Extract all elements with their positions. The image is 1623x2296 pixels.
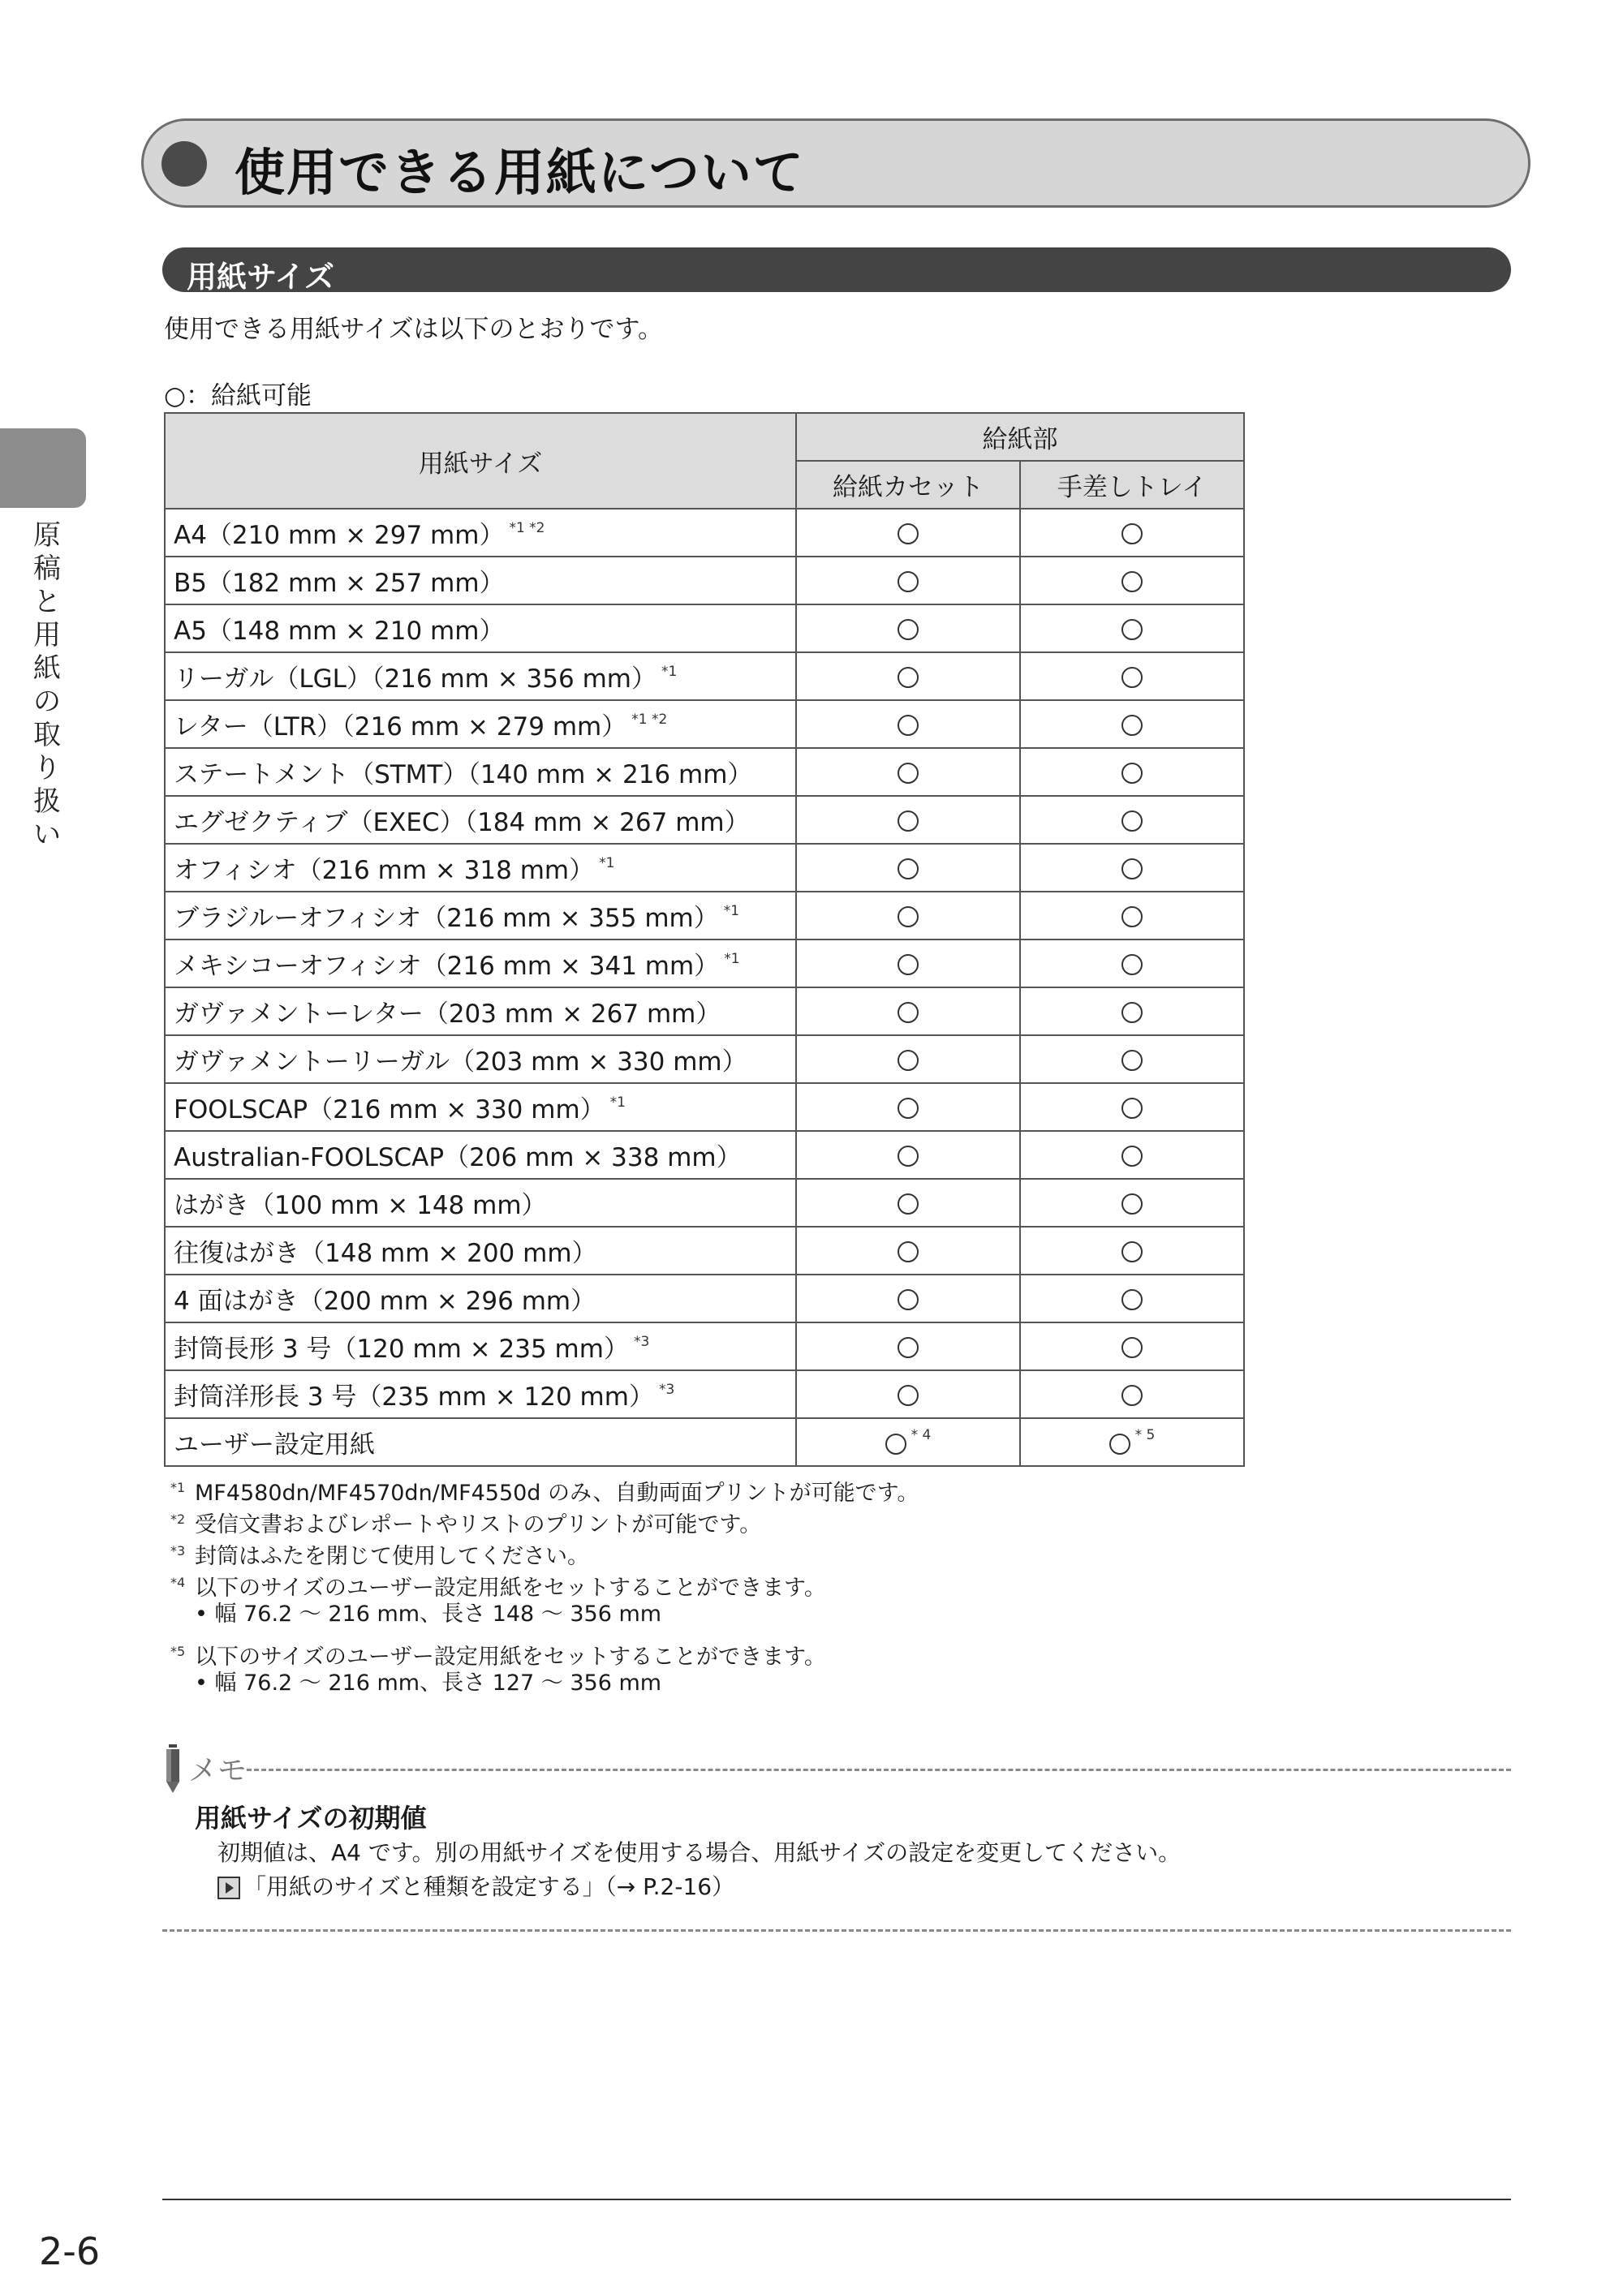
available-circle-icon [1121, 906, 1143, 927]
available-circle-icon [898, 667, 919, 688]
chapter-label: 原稿と用紙の取り扱い [33, 519, 61, 851]
bullet-circle-icon [161, 141, 207, 187]
available-circle-icon [1121, 1193, 1143, 1215]
paper-size-label: リーガル（LGL）（216 mm × 356 mm） [174, 664, 657, 694]
paper-size-cell [165, 748, 796, 796]
cassette-availability-cell [796, 557, 1020, 604]
table-row [165, 1418, 1244, 1466]
paper-size-label: オフィシオ（216 mm × 318 mm） [174, 856, 595, 885]
page-title: 使用できる用紙について [235, 143, 805, 202]
paper-size-label: B5（182 mm × 257 mm） [174, 569, 505, 598]
footnote-mark: *1 [170, 1480, 186, 1495]
available-circle-icon [898, 523, 919, 544]
footnote-text: 以下のサイズのユーザー設定用紙をセットすることができます。 [195, 1645, 826, 1670]
footnote-ref: *1 [661, 664, 678, 680]
available-circle-icon [1121, 1289, 1143, 1310]
header-paper-size: 用紙サイズ [165, 413, 796, 509]
paper-size-cell [165, 604, 796, 652]
pencil-icon [164, 1744, 182, 1793]
paper-size-label: A5（148 mm × 210 mm） [174, 617, 505, 646]
available-circle-icon [898, 763, 919, 784]
paper-size-label: 往復はがき（148 mm × 200 mm） [174, 1239, 597, 1268]
memo-link-text[interactable]: 「用紙のサイズと種類を設定する」（→ P.2-16） [243, 1873, 735, 1900]
available-circle-icon [1121, 1241, 1143, 1262]
cassette-availability-cell [796, 844, 1020, 892]
table-row [165, 652, 1244, 700]
cassette-availability-cell [796, 1083, 1020, 1131]
cassette-availability-cell [796, 1227, 1020, 1275]
footer-rule [162, 2199, 1511, 2200]
available-circle-icon [1121, 667, 1143, 688]
paper-size-table [164, 412, 1245, 1467]
manual-availability-cell [1020, 1370, 1244, 1418]
manual-availability-cell [1020, 1418, 1244, 1466]
footnote-text: 以下のサイズのユーザー設定用紙をセットすることができます。 [195, 1576, 826, 1601]
cassette-availability-cell [796, 748, 1020, 796]
cassette-availability-cell [796, 892, 1020, 939]
manual-availability-cell [1020, 1322, 1244, 1370]
footnote-ref: * 4 [911, 1427, 932, 1443]
paper-size-cell [165, 892, 796, 939]
manual-availability-cell [1020, 796, 1244, 844]
available-circle-icon [898, 715, 919, 736]
paper-size-cell [165, 700, 796, 748]
cassette-availability-cell [796, 652, 1020, 700]
available-circle-icon [1121, 810, 1143, 832]
footnote-mark: *5 [170, 1644, 186, 1659]
paper-size-label: エグゼクティブ（EXEC）（184 mm × 267 mm） [174, 808, 750, 837]
manual-availability-cell [1020, 700, 1244, 748]
cassette-availability-cell [796, 1131, 1020, 1179]
manual-availability-cell [1020, 1179, 1244, 1227]
page-number: 2-6 [39, 2229, 101, 2273]
memo-heading: 用紙サイズの初期値 [195, 1803, 427, 1834]
available-circle-icon [1121, 571, 1143, 592]
footnote-text: 受信文書およびレポートやリストのプリントが可能です。 [195, 1512, 762, 1537]
available-circle-icon [898, 810, 919, 832]
available-circle-icon [898, 1146, 919, 1167]
paper-size-label: 封筒洋形長 3 号（235 mm × 120 mm） [174, 1382, 654, 1412]
manual-availability-cell [1020, 748, 1244, 796]
table-row [165, 1275, 1244, 1322]
cassette-availability-cell [796, 1179, 1020, 1227]
memo-link-row[interactable] [217, 1869, 734, 1902]
footnote-ref: *3 [658, 1382, 675, 1398]
manual-availability-cell [1020, 987, 1244, 1035]
manual-availability-cell [1020, 939, 1244, 987]
footnote-mark: *3 [170, 1543, 186, 1559]
available-circle-icon [1121, 619, 1143, 640]
paper-size-label: ステートメント（STMT）（140 mm × 216 mm） [174, 760, 753, 789]
paper-size-cell [165, 987, 796, 1035]
footnote-ref: *1 *2 [631, 712, 668, 728]
available-circle-icon [1121, 1385, 1143, 1406]
title-banner [141, 118, 1530, 208]
paper-size-label: ガヴァメントーリーガル（203 mm × 330 mm） [174, 1047, 747, 1077]
footnote-item [170, 1507, 919, 1538]
header-cassette: 給紙カセット [796, 461, 1020, 509]
footnote-ref: *1 [723, 903, 740, 919]
paper-size-cell [165, 1179, 796, 1227]
manual-availability-cell [1020, 1275, 1244, 1322]
available-circle-icon [1121, 1098, 1143, 1119]
manual-availability-cell [1020, 1083, 1244, 1131]
table-row [165, 1035, 1244, 1083]
available-circle-icon [1109, 1434, 1130, 1455]
available-circle-icon [898, 571, 919, 592]
header-feed-source: 給紙部 [796, 413, 1244, 461]
paper-size-label: A4（210 mm × 297 mm） [174, 521, 505, 550]
footnote-item [170, 1475, 919, 1507]
footnote-item [170, 1538, 919, 1570]
footnote-ref: *1 [609, 1094, 626, 1111]
cassette-availability-cell [796, 1370, 1020, 1418]
paper-size-label: ブラジルーオフィシオ（216 mm × 355 mm） [174, 904, 719, 933]
table-row [165, 700, 1244, 748]
paper-size-cell [165, 1322, 796, 1370]
paper-size-cell [165, 1418, 796, 1466]
footnote-detail: • 幅 76.2 ～ 216 mm、長さ 148 ～ 356 mm [195, 1602, 662, 1627]
paper-size-label: Australian-FOOLSCAP（206 mm × 338 mm） [174, 1143, 742, 1172]
manual-availability-cell [1020, 1227, 1244, 1275]
memo-body: 初期値は、A4 です。別の用紙サイズを使用する場合、用紙サイズの設定を変更してください。 [217, 1839, 1182, 1866]
paper-size-cell [165, 1275, 796, 1322]
table-row [165, 1227, 1244, 1275]
paper-size-cell [165, 557, 796, 604]
available-circle-icon [898, 1050, 919, 1071]
footnote-item [170, 1570, 919, 1602]
cassette-availability-cell [796, 1275, 1020, 1322]
cassette-availability-cell [796, 700, 1020, 748]
memo-divider-top [247, 1769, 1511, 1771]
legend-text: ○：給紙可能 [164, 381, 312, 411]
paper-size-label: 封筒長形 3 号（120 mm × 235 mm） [174, 1335, 629, 1364]
available-circle-icon [898, 1241, 919, 1262]
cassette-availability-cell [796, 1322, 1020, 1370]
table-row [165, 987, 1244, 1035]
available-circle-icon [885, 1434, 906, 1455]
available-circle-icon [1121, 954, 1143, 975]
footnote-mark: *4 [170, 1575, 186, 1590]
cassette-availability-cell [796, 604, 1020, 652]
cassette-availability-cell [796, 987, 1020, 1035]
table-row [165, 509, 1244, 557]
paper-size-cell [165, 844, 796, 892]
table-row [165, 892, 1244, 939]
footnote-ref: *1 [724, 951, 740, 967]
available-circle-icon [898, 1002, 919, 1023]
paper-size-cell [165, 1083, 796, 1131]
footnote-ref: *1 *2 [509, 520, 545, 536]
paper-size-label: はがき（100 mm × 148 mm） [174, 1191, 547, 1220]
manual-availability-cell [1020, 557, 1244, 604]
arrow-right-icon [217, 1877, 240, 1899]
available-circle-icon [1121, 1050, 1143, 1071]
paper-size-label: 4 面はがき（200 mm × 296 mm） [174, 1287, 596, 1316]
available-circle-icon [898, 1385, 919, 1406]
available-circle-icon [898, 1289, 919, 1310]
cassette-availability-cell [796, 796, 1020, 844]
paper-size-label: FOOLSCAP（216 mm × 330 mm） [174, 1095, 605, 1124]
footnote-mark: *2 [170, 1511, 186, 1527]
paper-size-label: メキシコーオフィシオ（216 mm × 341 mm） [174, 952, 720, 981]
footnote-detail: • 幅 76.2 ～ 216 mm、長さ 127 ～ 356 mm [195, 1670, 662, 1696]
available-circle-icon [898, 858, 919, 879]
table-row [165, 557, 1244, 604]
footnote-ref: * 5 [1134, 1427, 1156, 1443]
paper-size-cell [165, 939, 796, 987]
manual-availability-cell [1020, 652, 1244, 700]
table-row [165, 1083, 1244, 1131]
table-row [165, 748, 1244, 796]
footnote-ref: *3 [633, 1334, 650, 1350]
available-circle-icon [1121, 763, 1143, 784]
cassette-availability-cell [796, 939, 1020, 987]
manual-availability-cell [1020, 1035, 1244, 1083]
manual-availability-cell [1020, 892, 1244, 939]
available-circle-icon [1121, 1146, 1143, 1167]
available-circle-icon [898, 906, 919, 927]
manual-availability-cell [1020, 1131, 1244, 1179]
paper-size-cell [165, 1370, 796, 1418]
table-row [165, 1322, 1244, 1370]
cassette-availability-cell [796, 509, 1020, 557]
available-circle-icon [1121, 858, 1143, 879]
paper-size-cell [165, 796, 796, 844]
available-circle-icon [898, 1337, 919, 1358]
paper-size-label: ユーザー設定用紙 [174, 1430, 375, 1460]
paper-size-cell [165, 509, 796, 557]
footnote-item [170, 1639, 919, 1670]
manual-availability-cell [1020, 604, 1244, 652]
table-row [165, 1179, 1244, 1227]
memo-divider-bottom [162, 1929, 1511, 1932]
table-row [165, 844, 1244, 892]
available-circle-icon [1121, 1002, 1143, 1023]
memo-label: メモ [188, 1754, 248, 1787]
table-row [165, 1131, 1244, 1179]
paper-size-label: ガヴァメントーレター（203 mm × 267 mm） [174, 1000, 721, 1029]
footnote-text: 封筒はふたを閉じて使用してください。 [195, 1544, 589, 1569]
section-header [162, 247, 1511, 295]
cassette-availability-cell [796, 1035, 1020, 1083]
footnotes [170, 1475, 919, 1696]
table-row [165, 1370, 1244, 1418]
chapter-tab [0, 428, 86, 508]
paper-size-cell [165, 1131, 796, 1179]
table-row [165, 939, 1244, 987]
cassette-availability-cell [796, 1418, 1020, 1466]
available-circle-icon [1121, 523, 1143, 544]
available-circle-icon [1121, 1337, 1143, 1358]
available-circle-icon [898, 1193, 919, 1215]
intro-text: 使用できる用紙サイズは以下のとおりです。 [164, 315, 664, 344]
section-title: 用紙サイズ [187, 260, 335, 295]
available-circle-icon [898, 1098, 919, 1119]
header-manual-tray: 手差しトレイ [1020, 461, 1244, 509]
available-circle-icon [898, 619, 919, 640]
footnote-text: MF4580dn/MF4570dn/MF4550d のみ、自動両面プリントが可能です。 [195, 1481, 919, 1506]
table-row [165, 796, 1244, 844]
table-row [165, 604, 1244, 652]
paper-size-cell [165, 1035, 796, 1083]
manual-availability-cell [1020, 509, 1244, 557]
manual-availability-cell [1020, 844, 1244, 892]
available-circle-icon [1121, 715, 1143, 736]
paper-size-label: レター（LTR）（216 mm × 279 mm） [174, 712, 627, 742]
paper-size-cell [165, 652, 796, 700]
available-circle-icon [898, 954, 919, 975]
paper-size-cell [165, 1227, 796, 1275]
footnote-ref: *1 [599, 855, 615, 871]
